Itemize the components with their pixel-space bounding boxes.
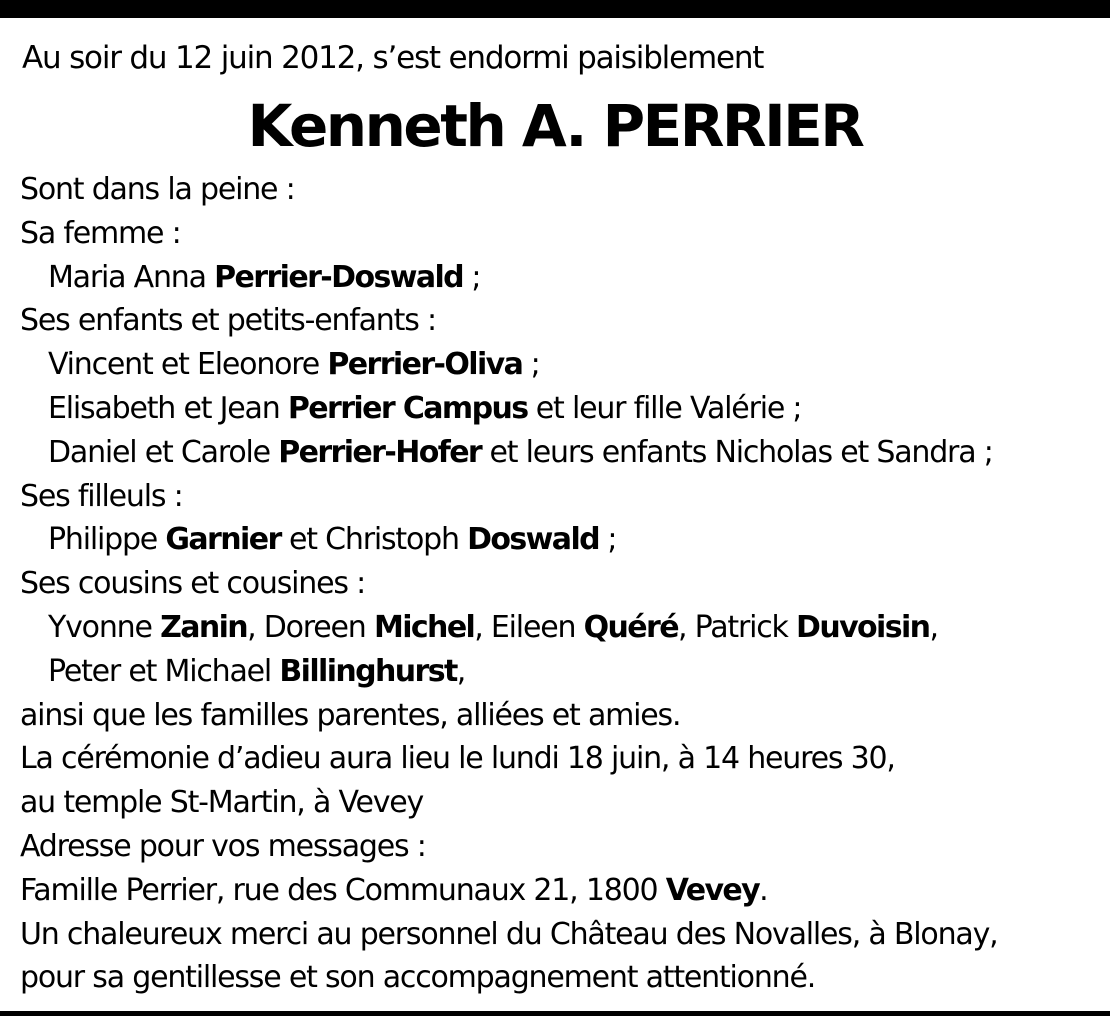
family-surname: Perrier-Hofer bbox=[278, 434, 482, 470]
body-text: Adresse pour vos messages : bbox=[20, 828, 426, 864]
body-text: pour sa gentillesse et son accompagnement attentionné. bbox=[20, 960, 816, 996]
intro-text: Au soir du 12 juin 2012, s’est endormi paisiblement bbox=[22, 40, 764, 76]
bottom-border-rule bbox=[0, 1011, 1110, 1016]
body-line bbox=[20, 168, 1105, 212]
body-text: ; bbox=[522, 347, 540, 383]
body-text: et leur fille Valérie ; bbox=[527, 390, 802, 426]
body-line bbox=[20, 343, 1105, 387]
body-text: . bbox=[759, 872, 768, 908]
body-text: Vincent et Eleonore bbox=[48, 347, 328, 383]
body-line bbox=[20, 781, 1105, 825]
family-surname: Duvoisin bbox=[796, 609, 930, 645]
body-text: Famille Perrier, rue des Communaux 21, 1800 bbox=[20, 872, 666, 908]
body-line bbox=[20, 913, 1105, 957]
body-text: Elisabeth et Jean bbox=[48, 390, 288, 426]
body-line bbox=[20, 956, 1105, 1000]
body-line bbox=[20, 431, 1105, 475]
body-line bbox=[20, 606, 1105, 650]
body-line bbox=[20, 475, 1105, 519]
body-text: Ses enfants et petits-enfants : bbox=[20, 303, 436, 339]
family-surname: Perrier Campus bbox=[287, 390, 528, 426]
body-line bbox=[20, 825, 1105, 869]
body-text: ainsi que les familles parentes, alliées et amies. bbox=[20, 697, 681, 733]
body-line bbox=[20, 650, 1105, 694]
family-surname: Billinghurst bbox=[279, 653, 457, 689]
family-surname: Doswald bbox=[467, 522, 599, 558]
body-text: et leurs enfants Nicholas et Sandra ; bbox=[481, 434, 993, 470]
family-surname: Perrier-Oliva bbox=[327, 347, 523, 383]
body-line bbox=[20, 694, 1105, 738]
body-text: , bbox=[929, 609, 938, 645]
body-line bbox=[20, 518, 1105, 562]
body-text: ; bbox=[463, 259, 481, 295]
body-line bbox=[20, 299, 1105, 343]
deceased-name: Kenneth A. PERRIER bbox=[247, 92, 863, 160]
body-text: , Doreen bbox=[247, 609, 374, 645]
body-text: Peter et Michael bbox=[48, 653, 280, 689]
body-text: Ses filleuls : bbox=[20, 478, 183, 514]
body-text: ; bbox=[599, 522, 617, 558]
body-line bbox=[20, 387, 1105, 431]
body-text: , bbox=[456, 653, 466, 689]
body-text: Yvonne bbox=[48, 609, 161, 645]
top-border-rule bbox=[0, 0, 1110, 18]
family-surname: Quéré bbox=[583, 609, 678, 645]
body-text: , Eileen bbox=[474, 609, 584, 645]
body-text: et Christoph bbox=[280, 522, 468, 558]
body-text: , Patrick bbox=[677, 609, 797, 645]
body-line bbox=[20, 869, 1105, 913]
body-text: Sont dans la peine : bbox=[20, 172, 295, 207]
body-text: Sa femme : bbox=[20, 215, 181, 251]
announcement-body bbox=[20, 168, 1105, 1000]
body-text: Ses cousins et cousines : bbox=[20, 566, 366, 602]
body-line bbox=[20, 256, 1105, 300]
body-line bbox=[20, 737, 1105, 781]
body-text: au temple St-Martin, à Vevey bbox=[20, 785, 424, 821]
family-surname: Perrier-Doswald bbox=[214, 259, 464, 295]
body-text: Daniel et Carole bbox=[48, 434, 279, 470]
body-text: Un chaleureux merci au personnel du Château des Novalles, à Blonay, bbox=[20, 916, 998, 952]
body-text: Maria Anna bbox=[48, 259, 215, 295]
body-line bbox=[20, 562, 1105, 606]
body-line bbox=[20, 212, 1105, 256]
family-surname: Vevey bbox=[665, 872, 760, 908]
family-surname: Michel bbox=[373, 609, 475, 645]
family-surname: Garnier bbox=[165, 522, 281, 558]
body-text: La cérémonie d’adieu aura lieu le lundi 18 juin, à 14 heures 30, bbox=[20, 741, 895, 777]
body-text: Philippe bbox=[48, 522, 166, 558]
family-surname: Zanin bbox=[160, 609, 248, 645]
